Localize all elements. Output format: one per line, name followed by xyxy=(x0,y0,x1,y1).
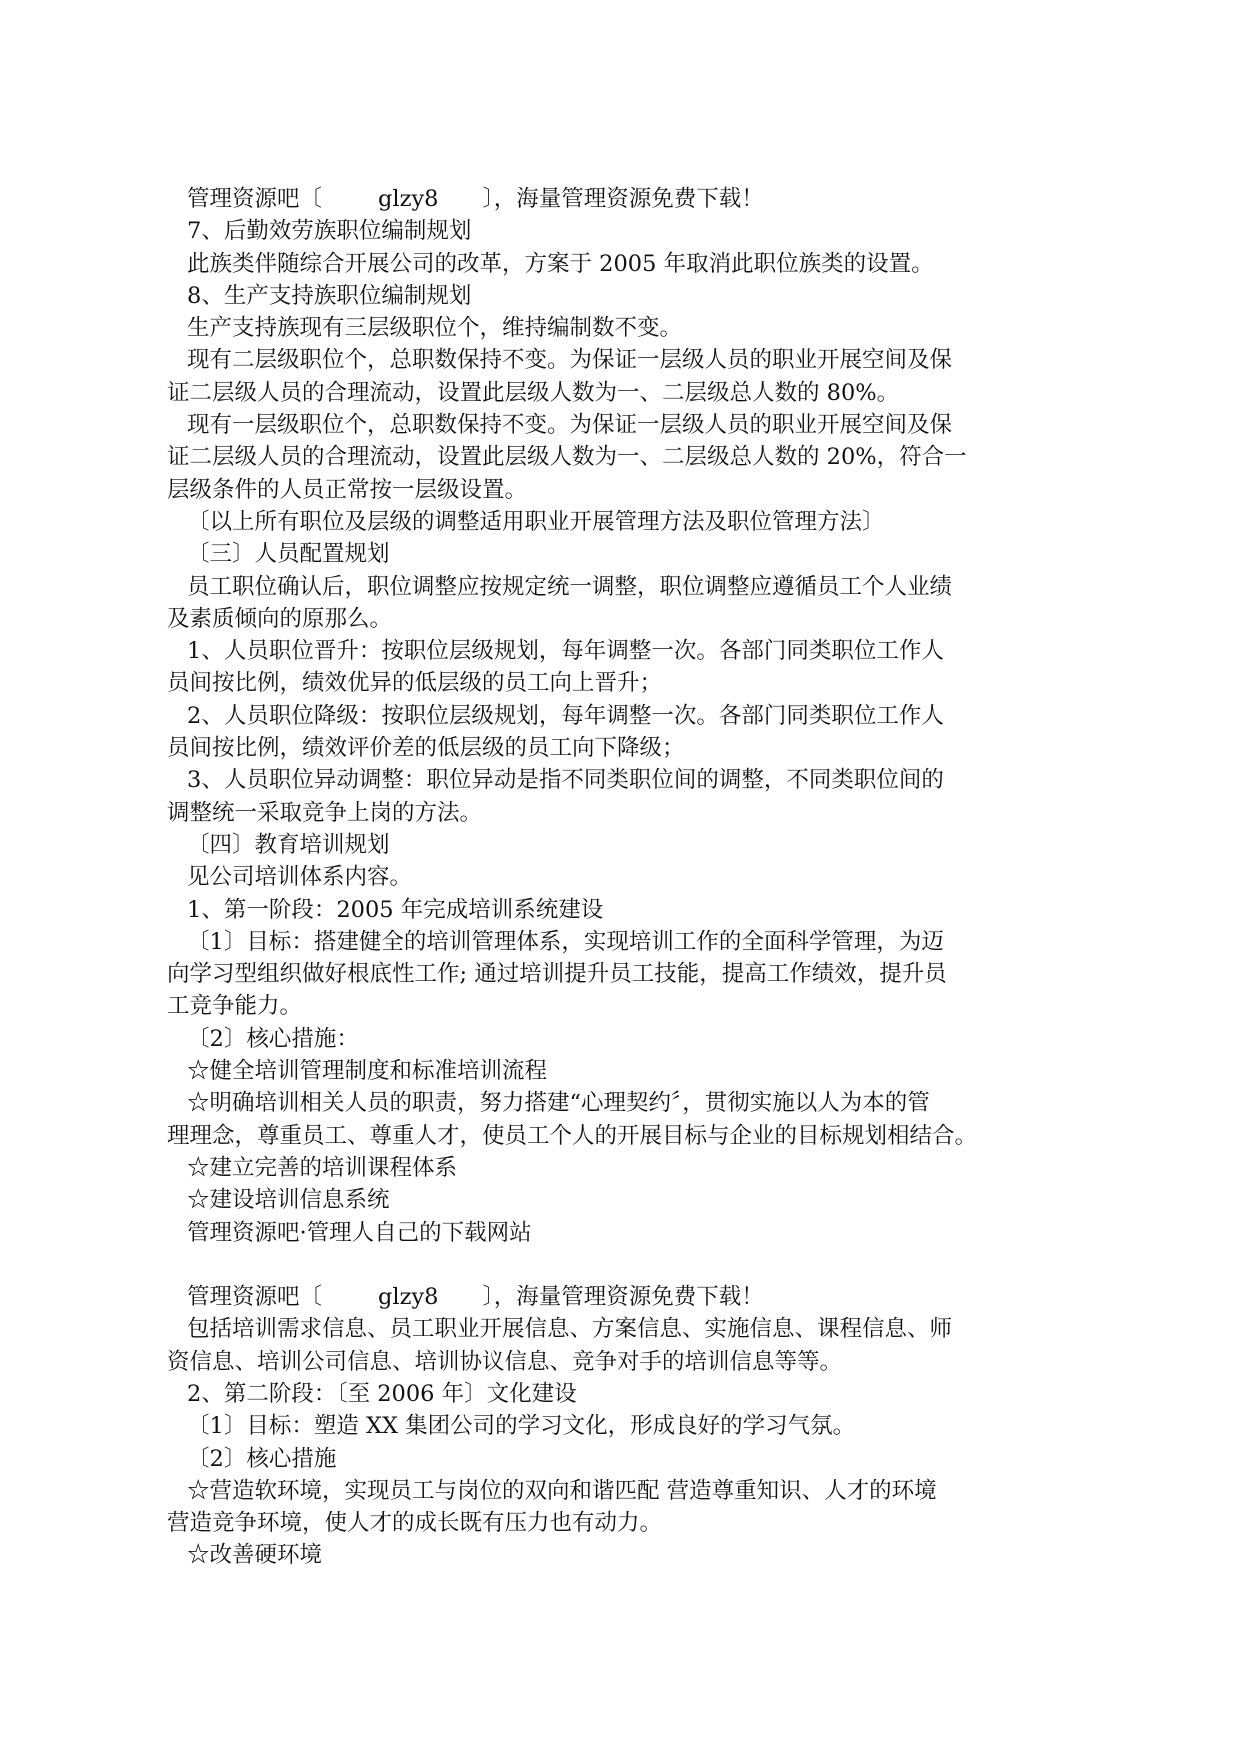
paragraph-line: 1、第一阶段：2005 年完成培训系统建设 xyxy=(187,896,604,923)
paragraph-line: 员间按比例，绩效评价差的低层级的员工向下降级； xyxy=(167,735,685,762)
bullet-line: ☆改善硬环境 xyxy=(187,1542,323,1569)
paragraph-line: 营造竞争环境，使人才的成长既有压力也有动力。 xyxy=(167,1510,663,1537)
paragraph-line: 7、后勤效劳族职位编制规划 xyxy=(187,218,472,245)
paragraph-line: 1、人员职位晋升：按职位层级规划，每年调整一次。各部门同类职位工作人 xyxy=(187,638,944,665)
paragraph-line: 〔2〕核心措施： xyxy=(187,1025,359,1052)
paragraph-line: 〔1〕目标：搭建健全的培训管理体系，实现培训工作的全面科学管理，为迈 xyxy=(187,928,944,955)
header-code: glzy8 xyxy=(378,1284,439,1311)
bullet-line: ☆健全培训管理制度和标准培训流程 xyxy=(187,1058,548,1085)
section-heading: 〔三〕人员配置规划 xyxy=(187,541,390,568)
page-break-spacer xyxy=(187,1249,1047,1281)
paragraph-line: 向学习型组织做好根底性工作; 通过培训提升员工技能，提高工作绩效，提升员 xyxy=(167,961,947,988)
header-right: 〕，海量管理资源免费下载！ xyxy=(482,186,764,212)
paragraph-line: 〔2〕核心措施 xyxy=(187,1445,337,1472)
paragraph-line: 2、第二阶段：〔至 2006 年〕文化建设 xyxy=(187,1380,577,1407)
paragraph-line: 调整统一采取竞争上岗的方法。 xyxy=(167,799,483,826)
bullet-line: ☆营造软环境，实现员工与岗位的双向和谐匹配 营造尊重知识、人才的环境 xyxy=(187,1477,937,1504)
paragraph-line: 此族类伴随综合开展公司的改革，方案于 2005 年取消此职位族类的设置。 xyxy=(187,250,934,277)
paragraph-line: 〔以上所有职位及层级的调整适用职业开展管理方法及职位管理方法〕 xyxy=(187,508,885,535)
section-heading: 〔四〕教育培训规划 xyxy=(187,831,390,858)
header-line-1 xyxy=(187,183,1047,215)
paragraph-line: 现有一层级职位个，总职数保持不变。为保证一层级人员的职业开展空间及保 xyxy=(187,412,953,439)
paragraph-line: 2、人员职位降级：按职位层级规划，每年调整一次。各部门同类职位工作人 xyxy=(187,702,944,729)
footer-line: 管理资源吧·管理人自己的下载网站 xyxy=(187,1219,532,1246)
bullet-line: ☆建立完善的培训课程体系 xyxy=(187,1154,458,1181)
paragraph-line: 员工职位确认后，职位调整应按规定统一调整，职位调整应遵循员工个人业绩 xyxy=(187,573,953,600)
paragraph-line: 包括培训需求信息、员工职业开展信息、方案信息、实施信息、课程信息、师 xyxy=(187,1316,953,1343)
paragraph-line: 见公司培训体系内容。 xyxy=(187,864,413,891)
paragraph-line: 生产支持族现有三层级职位个，维持编制数不变。 xyxy=(187,315,683,342)
paragraph-line: 理理念，尊重员工、尊重人才，使员工个人的开展目标与企业的目标规划相结合。 xyxy=(167,1122,978,1149)
header-right: 〕，海量管理资源免费下载！ xyxy=(482,1284,764,1311)
document-page xyxy=(167,183,1047,1572)
paragraph-line: 层级条件的人员正常按一层级设置。 xyxy=(167,476,528,503)
bullet-line: ☆建设培训信息系统 xyxy=(187,1187,390,1214)
bullet-line: ☆明确培训相关人员的职责，努力搭建“心理契约〞，贯彻实施以人为本的管 xyxy=(187,1090,930,1117)
paragraph-line: 〔1〕目标：塑造 XX 集团公司的学习文化，形成良好的学习气氛。 xyxy=(187,1413,856,1440)
header-left: 管理资源吧〔 xyxy=(187,1284,323,1311)
header-code: glzy8 xyxy=(378,186,439,212)
paragraph-line: 证二层级人员的合理流动，设置此层级人数为一、二层级总人数的 20%，符合一 xyxy=(167,444,967,471)
paragraph-line: 工竞争能力。 xyxy=(167,993,303,1020)
paragraph-line: 员间按比例，绩效优异的低层级的员工向上晋升； xyxy=(167,670,663,697)
paragraph-line: 现有二层级职位个，总职数保持不变。为保证一层级人员的职业开展空间及保 xyxy=(187,347,953,374)
paragraph-line: 证二层级人员的合理流动，设置此层级人数为一、二层级总人数的 80%。 xyxy=(167,379,900,406)
paragraph-line: 及素质倾向的原那么。 xyxy=(167,605,393,632)
paragraph-line: 8、生产支持族职位编制规划 xyxy=(187,282,472,309)
header-left: 管理资源吧〔 xyxy=(187,186,323,212)
paragraph-line: 3、人员职位异动调整：职位异动是指不同类职位间的调整，不同类职位间的 xyxy=(187,767,944,794)
header-line-2 xyxy=(187,1281,1047,1313)
paragraph-line: 资信息、培训公司信息、培训协议信息、竞争对手的培训信息等等。 xyxy=(167,1348,843,1375)
